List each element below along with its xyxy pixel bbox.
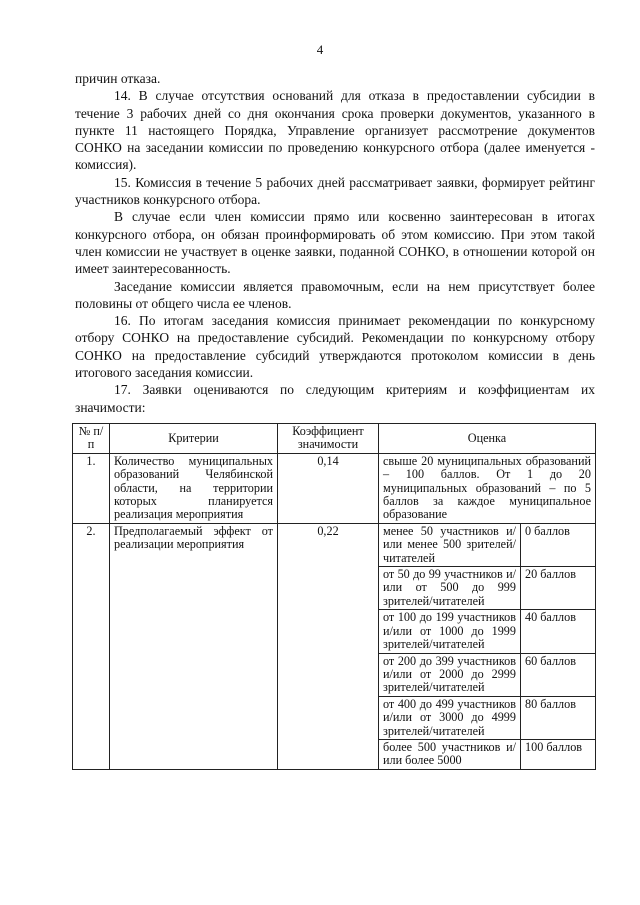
score-level-desc: от 400 до 499 участников и/или от 3000 до 4999 зрителей/читателей	[379, 696, 521, 739]
table-row	[73, 453, 596, 523]
header-num: № п/п	[73, 424, 110, 454]
row-num: 1.	[73, 453, 110, 523]
score-level-desc: от 100 до 199 участников и/или от 1000 до 1999 зрителей/читателей	[379, 610, 521, 653]
row-criteria: Количество муниципальных образований Челябинской области, на территории которых планируется реализация мероприятия	[110, 453, 278, 523]
row-score: свыше 20 муниципальных образований – 100 баллов. От 1 до 20 муниципальных образований – по 5 баллов за каждое муниципальное образование	[379, 453, 596, 523]
row-coefficient: 0,14	[278, 453, 379, 523]
row-criteria: Предполагаемый эффект от реализации мероприятия	[110, 523, 278, 769]
paragraph-16: 16. По итогам заседания комиссия принимает рекомендации по конкурсному отбору СОНКО на предоставление субсидий. Рекомендации по конкурсному отбору СОНКО на предоставление субсидий утверждаются протоколом комиссии в день итогового заседания комиссии.	[75, 313, 595, 381]
paragraph-15: 15. Комиссия в течение 5 рабочих дней рассматривает заявки, формирует рейтинг участников конкурсного отбора.	[75, 174, 595, 208]
table-row	[73, 523, 596, 566]
paragraph-quorum: Заседание комиссии является правомочным, если на нем присутствует более половины от общего числа ее членов.	[75, 278, 595, 311]
header-score: Оценка	[379, 424, 596, 454]
header-coefficient: Коэффициент значимости	[278, 424, 379, 454]
score-level-desc: от 50 до 99 участников и/или от 500 до 999 зрителей/читателей	[379, 567, 521, 610]
score-level-desc: более 500 участников и/или более 5000	[379, 739, 521, 769]
score-level-points: 60 баллов	[521, 653, 596, 696]
paragraph-14: 14. В случае отсутствия оснований для отказа в предоставлении субсидии в течение 3 рабочих дней со дня окончания срока проверки документов, указанного в пункте 11 настоящего Порядка, Управление организует рассмотрение документов СОНКО на заседании комиссии по проведению конкурсного отбора (далее именуется - комиссия).	[75, 88, 595, 173]
paragraph-17: 17. Заявки оцениваются по следующим критериям и коэффициентам их значимости:	[75, 382, 595, 415]
criteria-table	[72, 423, 596, 770]
row-coefficient: 0,22	[278, 523, 379, 769]
score-level-points: 20 баллов	[521, 567, 596, 610]
score-level-points: 80 баллов	[521, 696, 596, 739]
table-header-row	[73, 424, 596, 454]
score-level-desc: от 200 до 399 участников и/или от 2000 до 2999 зрителей/читателей	[379, 653, 521, 696]
page-number: 4	[316, 42, 324, 57]
score-level-desc: менее 50 участников и/или менее 500 зрителей/читателей	[379, 523, 521, 566]
header-criteria: Критерии	[110, 424, 278, 454]
score-level-points: 40 баллов	[521, 610, 596, 653]
row-num: 2.	[73, 523, 110, 769]
paragraph-continuation: причин отказа.	[75, 71, 161, 86]
document-body	[75, 70, 595, 416]
score-level-points: 0 баллов	[521, 523, 596, 566]
score-level-points: 100 баллов	[521, 739, 596, 769]
paragraph-conflict-of-interest: В случае если член комиссии прямо или косвенно заинтересован в итогах конкурсного отбора, он обязан проинформировать об этом комиссию. При этом такой член комиссии не участвует в оценке заявки, поданной СОНКО, в отношении которой он имеет заинтересованность.	[75, 209, 595, 277]
